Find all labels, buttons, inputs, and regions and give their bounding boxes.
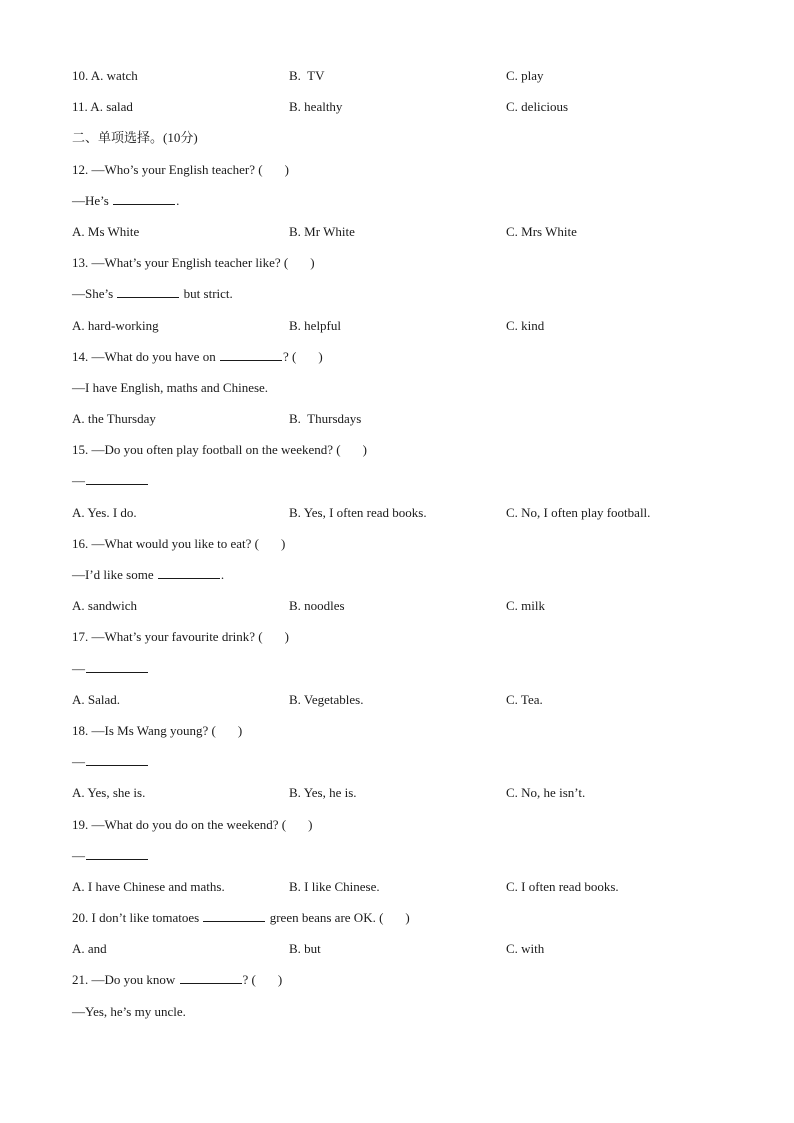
q15-dash: — — [72, 473, 85, 489]
q20-option-a[interactable]: A. and — [72, 941, 107, 957]
q12-blank[interactable] — [113, 192, 175, 205]
q19-stem — [72, 809, 732, 840]
q16-stem-text: 16. —What would you like to eat? ( — [72, 535, 260, 551]
q12-option-a[interactable]: A. Ms White — [72, 223, 140, 239]
q14-answer-line: —I have English, maths and Chinese. — [72, 379, 269, 395]
q17-option-a[interactable]: A. Salad. — [72, 691, 121, 707]
q10-options — [72, 60, 732, 91]
q18-stem-text: 18. —Is Ms Wang young? ( — [72, 722, 216, 738]
q14-option-a[interactable]: A. the Thursday — [72, 411, 156, 427]
q18-dash: — — [72, 754, 85, 770]
q21-answer-line: —Yes, he’s my uncle. — [72, 1003, 186, 1019]
q16-options — [72, 590, 732, 621]
q20-paren-close: ) — [405, 910, 410, 926]
q12-answer-line — [72, 185, 732, 216]
q18-option-b[interactable]: B. Yes, he is. — [289, 785, 357, 801]
q14-blank[interactable] — [220, 348, 282, 361]
q14-paren-close: ) — [318, 348, 323, 364]
q16-answer-text: —I’d like some — [72, 567, 157, 582]
q16-paren-close: ) — [281, 535, 286, 551]
q15-stem — [72, 434, 732, 465]
q19-answer-line — [72, 840, 732, 871]
q16-stem — [72, 528, 732, 559]
q14-option-b[interactable]: B. Thursdays — [289, 411, 362, 427]
q18-paren-close: ) — [237, 722, 243, 738]
q13-option-a[interactable]: A. hard-working — [72, 317, 159, 333]
q19-option-c[interactable]: C. I often read books. — [506, 878, 619, 894]
q17-options — [72, 684, 732, 715]
q21-paren-close: ) — [277, 972, 283, 988]
q15-option-a[interactable]: A. Yes. I do. — [72, 504, 137, 520]
q12-option-b[interactable]: B. Mr White — [289, 223, 355, 239]
q12-stem-text: 12. —Who’s your English teacher? ( — [72, 161, 263, 177]
q20-stem-text: 20. I don’t like tomatoes — [72, 910, 203, 926]
q20-blank[interactable] — [203, 909, 265, 922]
q14-stem — [72, 341, 732, 372]
q16-answer-end: . — [220, 567, 225, 582]
q19-dash: — — [72, 847, 85, 863]
q11-options — [72, 91, 732, 122]
q15-option-b[interactable]: B. Yes, I often read books. — [289, 504, 427, 520]
q14-options — [72, 403, 732, 434]
q14-stem-mid: ? ( — [282, 348, 297, 364]
q19-option-b[interactable]: B. I like Chinese. — [289, 878, 380, 894]
q13-stem — [72, 247, 732, 278]
q16-option-a[interactable]: A. sandwich — [72, 598, 137, 614]
q13-option-c[interactable]: C. kind — [506, 317, 545, 333]
q14-stem-text: 14. —What do you have on — [72, 348, 219, 364]
q11-option-c[interactable]: C. delicious — [506, 99, 569, 115]
q12-answer-text: —He’s — [72, 192, 113, 208]
q13-answer-end: but strict. — [180, 286, 233, 302]
q15-option-c[interactable]: C. No, I often play football. — [506, 504, 651, 520]
worksheet-page — [72, 60, 732, 1027]
q20-stem-mid: green beans are OK. ( — [266, 910, 384, 926]
q13-blank[interactable] — [117, 285, 179, 298]
q18-options — [72, 777, 732, 808]
q20-option-c[interactable]: C. with — [506, 941, 545, 957]
q20-options — [72, 933, 732, 964]
q17-option-c[interactable]: C. Tea. — [506, 691, 543, 707]
q10-option-b[interactable]: B. TV — [289, 68, 325, 83]
q19-blank[interactable] — [86, 847, 148, 860]
q18-stem — [72, 715, 732, 746]
q20-option-b[interactable]: B. but — [289, 941, 321, 957]
q15-blank[interactable] — [86, 472, 148, 485]
q19-option-a[interactable]: A. I have Chinese and maths. — [72, 878, 225, 894]
q12-answer-end: . — [176, 192, 180, 208]
q16-answer-line — [72, 559, 732, 590]
q20-stem — [72, 902, 732, 933]
q12-options — [72, 216, 732, 247]
q18-blank[interactable] — [86, 753, 148, 766]
q17-stem-text: 17. —What’s your favourite drink? ( — [72, 629, 263, 645]
q15-stem-text: 15. —Do you often play football on the weekend? ( — [72, 442, 341, 458]
q13-options — [72, 310, 732, 341]
q18-answer-line — [72, 746, 732, 777]
q17-paren-close: ) — [284, 629, 289, 645]
q17-option-b[interactable]: B. Vegetables. — [289, 691, 364, 707]
q17-blank[interactable] — [86, 660, 148, 673]
q13-paren-close: ) — [310, 255, 315, 271]
q15-paren-close: ) — [362, 442, 367, 458]
q13-stem-text: 13. —What’s your English teacher like? ( — [72, 255, 289, 271]
q13-answer-text: —She’s — [72, 286, 117, 302]
q21-stem-mid: ? ( — [242, 972, 256, 988]
q17-answer-line — [72, 653, 732, 684]
q13-option-b[interactable]: B. helpful — [289, 317, 341, 333]
q10-option-c[interactable]: C. play — [506, 68, 544, 83]
section-title: 二、单项选择。(10分) — [72, 130, 198, 146]
q18-option-c[interactable]: C. No, he isn’t. — [506, 785, 586, 801]
q21-stem-text: 21. —Do you know — [72, 972, 179, 988]
q21-blank[interactable] — [180, 971, 242, 984]
q12-stem — [72, 154, 732, 185]
q17-dash: — — [72, 660, 85, 676]
q16-option-b[interactable]: B. noodles — [289, 598, 345, 614]
q12-option-c[interactable]: C. Mrs White — [506, 223, 577, 239]
q15-answer-line — [72, 465, 732, 496]
q18-option-a[interactable]: A. Yes, she is. — [72, 785, 146, 801]
q15-options — [72, 497, 732, 528]
q11-option-a[interactable]: 11. A. salad — [72, 99, 133, 115]
q10-option-a[interactable]: 10. A. watch — [72, 68, 138, 83]
q21-stem — [72, 964, 732, 995]
q16-blank[interactable] — [158, 566, 220, 579]
q11-option-b[interactable]: B. healthy — [289, 99, 343, 115]
q19-options — [72, 871, 732, 902]
q16-option-c[interactable]: C. milk — [506, 598, 546, 614]
q13-answer-line — [72, 278, 732, 309]
q17-stem — [72, 621, 732, 652]
q19-paren-close: ) — [308, 816, 313, 832]
q19-stem-text: 19. —What do you do on the weekend? ( — [72, 816, 287, 832]
q12-paren-close: ) — [284, 161, 289, 177]
